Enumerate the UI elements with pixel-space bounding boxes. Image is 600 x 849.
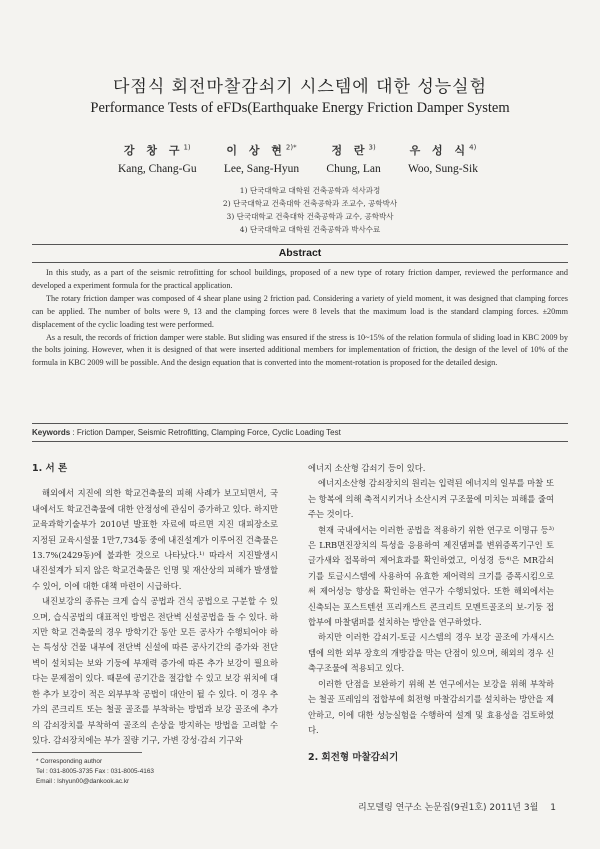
abstract-paragraph-2: The rotary friction damper was composed of 4 shear plane using 2 friction pad. Considering a variety of yield moment, it was designed that clamping forces can be applied. The number of bolts were 9, 13 and the clamping forces were 8 levels that the maximum load is the standard clamping forces. ±20mm displacement of the cyclic loading test were performed. bbox=[32, 293, 568, 329]
footer-journal: 리모델링 연구소 논문집(9권1호) 2011년 3월 bbox=[358, 803, 539, 813]
author-2-name-ko: 이 상 현 bbox=[226, 144, 286, 157]
author-4 bbox=[408, 142, 478, 175]
title-english: Performance Tests of eFDs(Earthquake Energy Friction Damper System bbox=[90, 100, 510, 116]
author-list bbox=[118, 142, 478, 175]
abstract-paragraph-1: In this study, as a part of the seismic retrofitting for school buildings, proposed of a new type of rotary friction damper, reviewed the performance and developed a experiment formula for the practical application. bbox=[32, 268, 568, 290]
author-3-sup: 3) bbox=[368, 143, 376, 152]
author-3-name-en: Chung, Lan bbox=[326, 163, 381, 175]
author-3 bbox=[326, 142, 380, 175]
author-4-name-ko: 우 성 식 bbox=[409, 144, 470, 157]
right-paragraph-4: 하지만 이러한 감쇠기-토글 시스템의 경우 보강 골조에 가새시스템에 의한 외부 장호의 개방감을 막는 단점이 있으며, 해외의 경우 신축구조물에 적용되고 있다. bbox=[308, 632, 554, 674]
author-4-name-en: Woo, Sung-Sik bbox=[407, 163, 478, 175]
right-paragraph-1: 에너지 소산형 감쇠기 등이 있다. bbox=[308, 463, 426, 473]
keywords-line bbox=[32, 428, 568, 437]
left-paragraph-2: 내진보강의 종류는 크게 습식 공법과 건식 공법으로 구분할 수 있으며, 습식공법의 대표적인 방법은 전단벽 신설공법을 들 수 있다. 하지만 학교 건축물의 경우 방학기간 동안 모든 공사가 수행되어야 하는 특성상 건물 내부에 전단벽 신설에 따른 공사기간의 증가와 전단벽이 설치되는 보와 기둥에 부재력 증가에 따른 추가 보강이 필요하다는 문제점이 있다. 때문에 공기간을 절감할 수 있고 보강 위치에 대한 추가 보강이 적은 외부부착 공법이 대안이 될 수 있다. 이 경우 추가의 콘크리트 또는 철골 골조를 부착하는 방법과 보강 골조에 추가의 감쇠장치를 부착하여 골조의 손상을 방지하는 방법을 고려할 수 있다. 감쇠장치에는 부가 질량 기구, 가변 강성·감쇠 기구와 bbox=[32, 596, 278, 745]
footnote-phone-fax: Tel : 031-8005-3735 Fax : 031-8005-4163 bbox=[36, 768, 154, 775]
author-1-sup: 1) bbox=[183, 143, 191, 152]
affiliation-3: 3) 단국대학교 건축대학 건축공학과 교수, 공학박사 bbox=[226, 212, 394, 221]
author-4-sup: 4) bbox=[469, 143, 477, 152]
right-paragraph-2: 에너지소산형 감쇠장치의 원리는 입력된 에너지의 일부를 마찰 또는 항복에 의해 축적시키거나 소산시켜 구조물에 미치는 피해를 줄여주는 것이다. bbox=[308, 478, 554, 520]
left-column bbox=[32, 461, 278, 748]
right-paragraph-5: 이러한 단점을 보완하기 위해 본 연구에서는 보강을 위해 부착하는 철골 프레임의 접합부에 회전형 마찰감쇠기를 설치하는 방안을 제안하고, 이에 대한 성능실험을 수행하여 설계 및 효용성을 검토하였다. bbox=[308, 678, 554, 735]
author-2 bbox=[224, 142, 299, 175]
affiliation-list bbox=[180, 184, 440, 236]
author-2-name-en: Lee, Sang-Hyun bbox=[223, 163, 300, 175]
affiliation-4: 4) 단국대학교 대학원 건축공학과 박사수료 bbox=[239, 225, 381, 234]
keywords-bottom-rule bbox=[32, 441, 568, 442]
footer-page-number: 1 bbox=[550, 803, 556, 813]
left-paragraph-1: 해외에서 지진에 의한 학교건축물의 피해 사례가 보고되면서, 국내에서도 학교건축물에 대한 안정성에 관심이 증가하고 있다. 하지만 교육과학기술부가 2010년 발표한 자료에 따르면 지진 대피장소로 지정된 교육시설물 1만7,734동 중에 내진설계가 이루어진 건축물은 13.7%(2429동)에 불과한 것으로 나타났다.¹⁾ 따라서 지진발생시 내진설계가 되지 않은 학교건축물은 인명 및 재산상의 피해가 발생할 수 있어, 이에 대한 대책 마련이 시급하다. bbox=[32, 488, 278, 591]
keywords-top-rule bbox=[32, 423, 568, 424]
abstract-heading-rule bbox=[32, 262, 568, 263]
footnote-rule bbox=[32, 752, 142, 753]
author-1-name-en: Kang, Chang-Gu bbox=[118, 163, 197, 175]
author-3-name-ko: 정 란 bbox=[331, 144, 369, 157]
page-footer bbox=[358, 800, 556, 813]
footnote-email: Email : lshyun00@dankook.ac.kr bbox=[36, 778, 130, 785]
author-1 bbox=[118, 142, 197, 175]
section-1-heading: 1. 서 론 bbox=[32, 463, 68, 474]
affiliation-1: 1) 단국대학교 대학원 건축공학과 석사과정 bbox=[239, 186, 381, 195]
abstract-top-rule bbox=[32, 244, 568, 245]
keywords-label: Keywords bbox=[32, 428, 71, 437]
author-1-name-ko: 강 창 구 bbox=[123, 144, 184, 157]
affiliation-2: 2) 단국대학교 건축대학 건축공학과 조교수, 공학박사 bbox=[222, 199, 398, 208]
keywords-text: : Friction Damper, Seismic Retrofitting, Clamping Force, Cyclic Loading Test bbox=[70, 428, 341, 437]
footnote bbox=[36, 757, 286, 787]
abstract-paragraph-3: As a result, the records of friction damper were stable. But sliding was ensured if the stress is 10~15% of the relation formula of sliding load in KBC 2009 by the bolts joining. However, when it is designed of that were inserted additional members for implementation of friction, the design of the level of 10% of the formula in KBC 2009 will be possible. And the design equation that is converted into the moment-rotation is proposed for the detailed design. bbox=[32, 332, 568, 368]
abstract-heading: Abstract bbox=[278, 247, 322, 259]
section-2-heading: 2. 회전형 마찰감쇠기 bbox=[308, 752, 399, 764]
title-korean: 다점식 회전마찰감쇠기 시스템에 대한 성능실험 bbox=[112, 77, 488, 97]
right-paragraph-3: 현재 국내에서는 이러한 공법을 적용하기 위한 연구로 이명규 등³⁾은 LRB면진장치의 특성을 응용하여 제진댐퍼를 변위증폭기구인 토글가새와 접목하여 제어효과를 확인하였고, 이성경 등⁴⁾은 MR감쇠기를 토글시스템에 사용하여 유효한 제어력의 크기를 증폭시킴으로써 제어성능 향상을 확인하는 연구가 수행되었다. 또한 해외에서는 신축되는 포스트텐션 프리캐스트 콘크리트 모멘트골조의 보-기둥 접합부에 마찰댐퍼를 설치하는 방안을 연구하였다. bbox=[308, 524, 554, 628]
author-2-sup: 2)* bbox=[285, 143, 297, 152]
right-column bbox=[308, 461, 554, 776]
abstract-body bbox=[32, 267, 568, 370]
footnote-corresponding: * Corresponding author bbox=[36, 758, 103, 765]
